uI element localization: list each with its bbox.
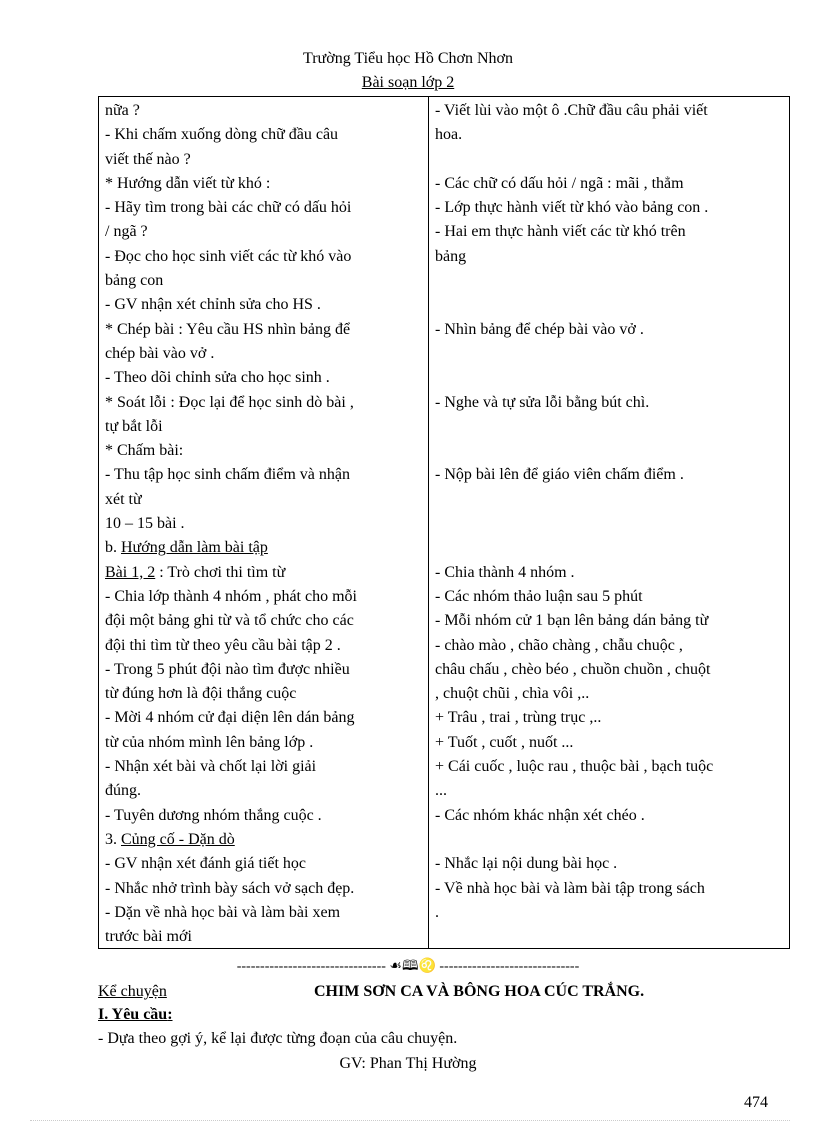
student-activity-line: ...: [435, 782, 447, 800]
teacher-activity-line: - Trong 5 phút đội nào tìm được nhiều: [105, 660, 350, 678]
teacher-activity-line: - Khi chấm xuống dòng chữ đầu câu: [105, 126, 339, 144]
teacher-activity-line: bảng con: [105, 272, 164, 290]
student-activity-line: [435, 512, 783, 536]
student-activity-line: , chuột chũi , chìa vôi ,..: [435, 685, 590, 703]
student-activity-line: [435, 925, 783, 949]
teacher-activity-line: - Đọc cho học sinh viết các từ khó vào: [105, 247, 352, 265]
teacher-activity-line: - Mời 4 nhóm cử đại diện lên dán bảng: [105, 709, 355, 727]
requirement-item: - Dựa theo gợi ý, kể lại được từng đoạn của câu chuyện.: [98, 1030, 458, 1047]
teacher-activity-line: * Hướng dẫn viết từ khó :: [105, 174, 271, 192]
student-activity-line: bảng: [435, 247, 467, 265]
teacher-activity-line: đúng.: [105, 782, 141, 800]
teacher-activity-line: * Chép bài : Yêu cầu HS nhìn bảng để: [105, 320, 351, 338]
teacher-activity-line: - Nhắc nhở trình bày sách vở sạch đẹp.: [105, 879, 355, 897]
teacher-activity-line: xét từ: [105, 490, 142, 508]
section-separator: -------------------------------- ☙🕮♌ ------------------------------: [236, 959, 580, 974]
teacher-activity-line: đội một bảng ghi từ và tổ chức cho các: [105, 612, 354, 630]
teacher-activity-line: tự bắt lỗi: [105, 417, 163, 435]
student-activity-line: + Cái cuốc , luộc rau , thuộc bài , bạch tuộc: [435, 758, 714, 776]
teacher-activity-line: Bài 1, 2 : Trò chơi thi tìm từ: [105, 563, 286, 581]
requirements-label: I. Yêu cầu: [98, 1006, 168, 1023]
teacher-activity-line: * Chấm bài:: [105, 442, 184, 460]
student-activity-line: [435, 148, 783, 172]
teacher-activity-line: / ngã ?: [105, 223, 148, 241]
student-activity-line: [435, 439, 783, 463]
footer-divider: [30, 1120, 790, 1121]
teacher-activity-line: b. Hướng dẫn làm bài tập: [105, 539, 268, 557]
school-name: Trường Tiểu học Hồ Chơn Nhơn: [303, 50, 513, 67]
student-activity-line: [435, 488, 783, 512]
student-activity-line: [435, 536, 783, 560]
teacher-activity-line: chép bài vào vở .: [105, 344, 215, 362]
student-activity-line: - Lớp thực hành viết từ khó vào bảng con .: [435, 199, 709, 217]
student-activities-column: [429, 97, 789, 948]
student-activity-line: - Nhìn bảng để chép bài vào vở .: [435, 320, 644, 338]
student-activity-line: [435, 366, 783, 390]
student-activity-line: - Các nhóm thảo luận sau 5 phút: [435, 587, 643, 605]
teacher-activity-line: từ đúng hơn là đội thắng cuộc: [105, 685, 297, 703]
student-activity-line: - Viết lùi vào một ô .Chữ đầu câu phải viết: [435, 102, 708, 119]
underlined-heading: Hướng dẫn làm bài tập: [121, 539, 268, 557]
student-activity-line: - Nhắc lại nội dung bài học .: [435, 855, 618, 873]
teacher-activity-line: viết thế nào ?: [105, 150, 191, 168]
requirements-heading: [98, 1006, 173, 1024]
teacher-activities-column: [99, 97, 429, 948]
page-number: 474: [744, 1094, 768, 1111]
teacher-activity-line: * Soát lỗi : Đọc lại để học sinh dò bài ,: [105, 393, 354, 411]
student-activity-line: [435, 293, 783, 317]
teacher-activity-line: trước bài mới: [105, 928, 192, 946]
teacher-activity-line: - GV nhận xét đánh giá tiết học: [105, 855, 306, 873]
requirements-colon: :: [167, 1006, 173, 1023]
student-activity-line: - Mỗi nhóm cử 1 bạn lên bảng dán bảng từ: [435, 612, 709, 630]
teacher-activity-line: - Tuyên dương nhóm thắng cuộc .: [105, 806, 322, 824]
underlined-heading: Bài 1, 2: [105, 563, 156, 581]
teacher-activity-line: nữa ?: [105, 102, 140, 119]
student-activity-line: + Tuốt , cuốt , nuốt ...: [435, 733, 574, 751]
student-activity-line: - Nộp bài lên để giáo viên chấm điểm .: [435, 466, 684, 484]
student-activity-line: [435, 342, 783, 366]
story-label: Kể chuyện: [98, 983, 167, 1000]
teacher-activity-line: - GV nhận xét chỉnh sửa cho HS .: [105, 296, 321, 314]
teacher-activity-line: 3. Củng cố - Dặn dò: [105, 830, 235, 848]
teacher-activity-line: - Nhận xét bài và chốt lại lời giải: [105, 758, 317, 776]
teacher-activity-line: 10 – 15 bài .: [105, 515, 185, 533]
student-activity-line: - Hai em thực hành viết các từ khó trên: [435, 223, 686, 241]
teacher-activity-line: từ của nhóm mình lên bảng lớp .: [105, 733, 314, 751]
student-activity-line: châu chấu , chèo béo , chuồn chuồn , chuột: [435, 660, 711, 678]
teacher-activity-line: - Dặn về nhà học bài và làm bài xem: [105, 903, 341, 921]
teacher-activity-line: - Chia lớp thành 4 nhóm , phát cho mỗi: [105, 587, 357, 605]
student-activity-line: [435, 269, 783, 293]
teacher-activity-line: đội thi tìm từ theo yêu cầu bài tập 2 .: [105, 636, 341, 654]
student-activity-line: + Trâu , trai , trùng trục ,..: [435, 709, 602, 727]
student-activity-line: - chào mào , chão chàng , chẫu chuộc ,: [435, 636, 683, 654]
underlined-heading: Củng cố - Dặn dò: [121, 830, 235, 848]
story-title: CHIM SƠN CA VÀ BÔNG HOA CÚC TRẮNG.: [314, 983, 645, 1000]
student-activity-line: hoa.: [435, 126, 463, 144]
student-activity-line: - Chia thành 4 nhóm .: [435, 563, 575, 581]
student-activity-line: [435, 415, 783, 439]
teacher-name: GV: Phan Thị Hường: [339, 1055, 477, 1072]
lesson-plan-label: Bài soạn lớp 2: [361, 74, 455, 91]
student-activity-line: - Các nhóm khác nhận xét chéo .: [435, 806, 645, 824]
story-section-header: [98, 983, 790, 1001]
student-activity-line: [435, 828, 783, 852]
student-activity-line: - Các chữ có dấu hỏi / ngã : mãi , thẳm: [435, 174, 684, 192]
student-activity-line: - Về nhà học bài và làm bài tập trong sách: [435, 879, 705, 897]
teacher-activity-line: - Theo dõi chỉnh sửa cho học sinh .: [105, 369, 330, 387]
teacher-activity-line: - Hãy tìm trong bài các chữ có dấu hỏi: [105, 199, 352, 217]
student-activity-line: - Nghe và tự sửa lỗi bằng bút chì.: [435, 393, 650, 411]
teacher-activity-line: - Thu tập học sinh chấm điểm và nhận: [105, 466, 350, 484]
lesson-table: [98, 96, 790, 949]
student-activity-line: .: [435, 903, 439, 921]
lesson-plan-title: [0, 74, 816, 92]
